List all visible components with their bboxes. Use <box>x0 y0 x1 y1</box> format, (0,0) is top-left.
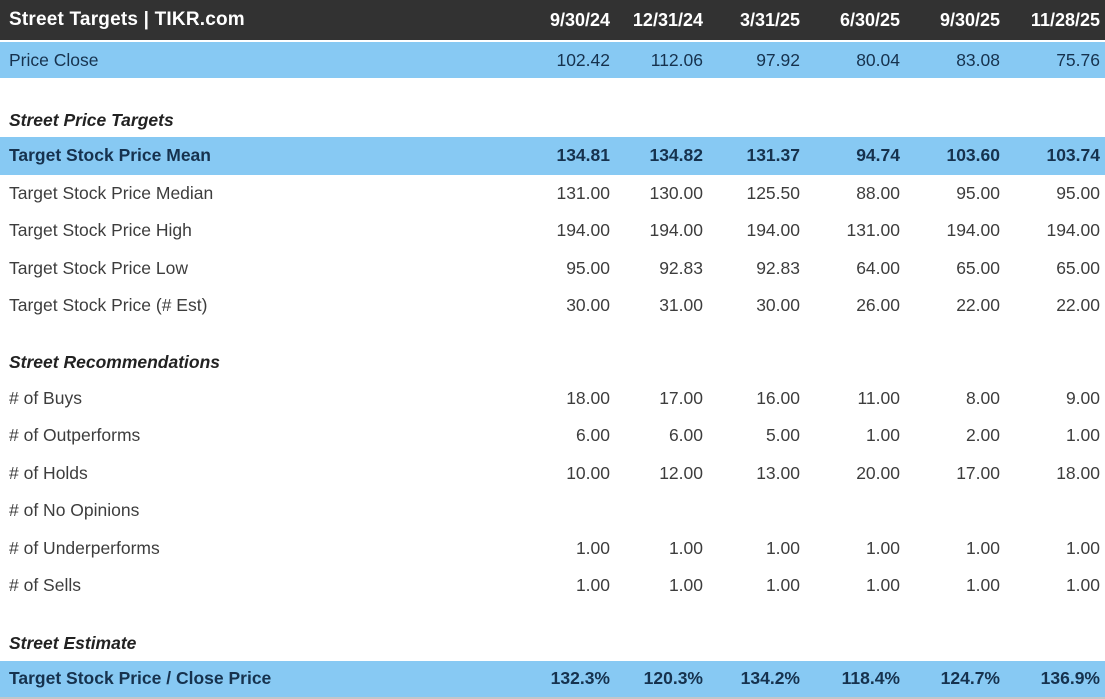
cell-value: 10.00 <box>566 462 610 483</box>
cell-value: 8.00 <box>965 387 1000 408</box>
column-header-date-5: 11/28/25 <box>1030 9 1100 30</box>
cell-value: 132.3% <box>550 668 610 688</box>
column-header-date-1: 12/31/24 <box>632 9 703 30</box>
table-row <box>0 567 1105 605</box>
cell-value: 120.3% <box>643 668 703 688</box>
cell-value: 1.00 <box>765 537 800 558</box>
cell-value: 112.06 <box>650 49 703 70</box>
cell-value: 1.00 <box>1065 537 1100 558</box>
table-row <box>0 380 1105 418</box>
table-row <box>0 175 1105 213</box>
table-row <box>0 250 1105 288</box>
cell-value: 2.00 <box>965 425 1000 446</box>
cell-value: 6.00 <box>575 425 610 446</box>
cell-value: 103.74 <box>1046 145 1100 166</box>
row-label: # of Outperforms <box>9 425 141 446</box>
cell-value: 134.2% <box>740 668 800 688</box>
cell-value: 1.00 <box>965 537 1000 558</box>
section-header-label: Street Estimate <box>9 633 137 653</box>
cell-value: 131.37 <box>746 145 800 166</box>
cell-value: 31.00 <box>659 295 703 316</box>
cell-value: 131.00 <box>556 182 610 203</box>
cell-value: 18.00 <box>566 387 610 408</box>
row-label: Target Stock Price (# Est) <box>9 295 208 316</box>
cell-value: 1.00 <box>965 575 1000 596</box>
cell-value: 17.00 <box>659 387 703 408</box>
cell-value: 26.00 <box>856 295 900 316</box>
cell-value: 94.74 <box>856 145 900 166</box>
cell-value: 22.00 <box>1056 295 1100 316</box>
cell-value: 16.00 <box>756 387 800 408</box>
section-header <box>0 346 1105 380</box>
row-label: # of No Opinions <box>9 500 140 521</box>
row-spacer <box>0 325 1105 346</box>
table-row <box>0 212 1105 250</box>
row-label: Target Stock Price Median <box>9 182 214 203</box>
row-label: # of Sells <box>9 575 81 596</box>
cell-value: 65.00 <box>956 257 1000 278</box>
cell-value: 125.50 <box>746 182 800 203</box>
cell-value: 103.60 <box>946 145 1000 166</box>
cell-value: 124.7% <box>940 668 1000 688</box>
cell-value: 92.83 <box>659 257 703 278</box>
cell-value: 30.00 <box>756 295 800 316</box>
cell-value: 194.00 <box>649 220 703 241</box>
table-row <box>0 417 1105 455</box>
cell-value: 92.83 <box>756 257 800 278</box>
cell-value: 9.00 <box>1065 387 1100 408</box>
row-label: Target Stock Price Mean <box>9 145 211 166</box>
cell-value: 18.00 <box>1056 462 1100 483</box>
cell-value: 131.00 <box>846 220 900 241</box>
row-spacer <box>0 78 1105 103</box>
cell-value: 12.00 <box>659 462 703 483</box>
column-header-date-0: 9/30/24 <box>549 9 610 30</box>
cell-value: 1.00 <box>575 537 610 558</box>
cell-value: 134.81 <box>556 145 610 166</box>
cell-value: 11.00 <box>857 387 900 408</box>
table-row <box>0 42 1105 78</box>
cell-value: 102.42 <box>556 49 610 70</box>
cell-value: 1.00 <box>865 537 900 558</box>
cell-value: 1.00 <box>668 537 703 558</box>
section-header-label: Street Recommendations <box>9 352 221 372</box>
column-header-date-3: 6/30/25 <box>839 9 900 30</box>
row-label: # of Buys <box>9 387 82 408</box>
table-row <box>0 492 1105 530</box>
cell-value: 1.00 <box>865 425 900 446</box>
row-label: Target Stock Price High <box>9 220 192 241</box>
cell-value: 134.82 <box>649 145 703 166</box>
table-row <box>0 287 1105 325</box>
cell-value: 80.04 <box>856 49 900 70</box>
cell-value: 65.00 <box>1056 257 1100 278</box>
cell-value: 95.00 <box>956 182 1000 203</box>
row-label: Target Stock Price Low <box>9 257 188 278</box>
cell-value: 194.00 <box>746 220 800 241</box>
row-label: Target Stock Price / Close Price <box>9 668 272 688</box>
cell-value: 75.76 <box>1056 49 1100 70</box>
table-row <box>0 661 1105 697</box>
cell-value: 13.00 <box>756 462 800 483</box>
cell-value: 194.00 <box>1046 220 1100 241</box>
cell-value: 130.00 <box>649 182 703 203</box>
column-header-date-4: 9/30/25 <box>939 9 1000 30</box>
table-title: Street Targets | TIKR.com <box>9 9 245 30</box>
cell-value: 1.00 <box>1065 425 1100 446</box>
table-row <box>0 137 1105 175</box>
cell-value: 194.00 <box>556 220 610 241</box>
cell-value: 22.00 <box>956 295 1000 316</box>
cell-value: 1.00 <box>575 575 610 596</box>
cell-value: 17.00 <box>956 462 1000 483</box>
cell-value: 194.00 <box>946 220 1000 241</box>
cell-value: 30.00 <box>566 295 610 316</box>
table-row <box>0 455 1105 493</box>
cell-value: 83.08 <box>956 49 1000 70</box>
cell-value: 97.92 <box>756 49 800 70</box>
cell-value: 1.00 <box>1065 575 1100 596</box>
table-body <box>0 42 1105 697</box>
cell-value: 136.9% <box>1040 668 1100 688</box>
cell-value: 6.00 <box>668 425 703 446</box>
column-header-date-2: 3/31/25 <box>739 9 800 30</box>
cell-value: 64.00 <box>856 257 900 278</box>
cell-value: 118.4% <box>841 668 900 688</box>
row-label: Price Close <box>9 49 99 70</box>
table-row <box>0 530 1105 568</box>
row-label: # of Underperforms <box>9 537 160 558</box>
cell-value: 5.00 <box>765 425 800 446</box>
row-spacer <box>0 605 1105 627</box>
cell-value: 20.00 <box>856 462 900 483</box>
cell-value: 1.00 <box>865 575 900 596</box>
section-header <box>0 103 1105 137</box>
cell-value: 1.00 <box>668 575 703 596</box>
table-header-row <box>0 0 1105 40</box>
cell-value: 1.00 <box>765 575 800 596</box>
section-header-label: Street Price Targets <box>9 109 174 130</box>
cell-value: 88.00 <box>856 182 900 203</box>
cell-value: 95.00 <box>1056 182 1100 203</box>
section-header <box>0 627 1105 661</box>
cell-value: 95.00 <box>566 257 610 278</box>
row-label: # of Holds <box>9 462 88 483</box>
